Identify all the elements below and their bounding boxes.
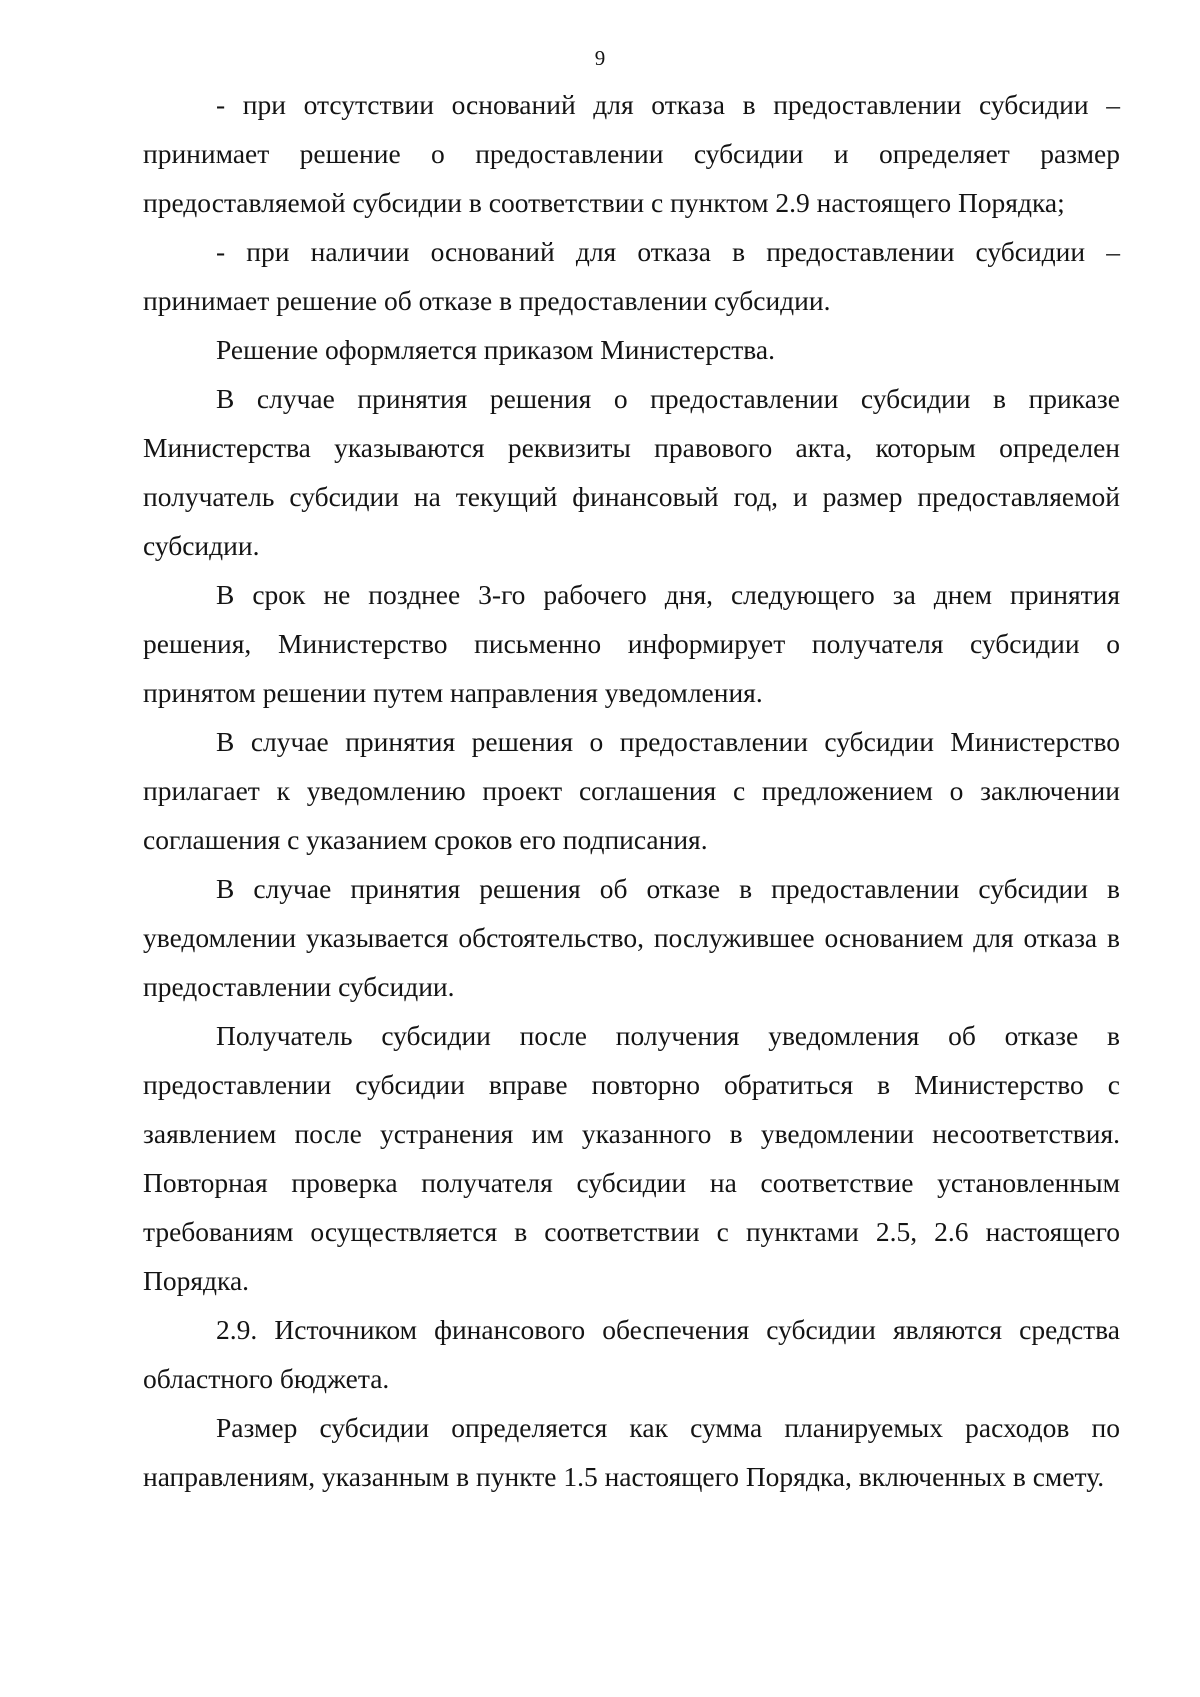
paragraph-3: Решение оформляется приказом Министерства. <box>216 334 775 365</box>
paragraph-1: - при отсутствии оснований для отказа в предоставлении субсидии – принимает решение о предоставлении субсидии и определяет размер предоставляемой субсидии в соответствии с пунктом 2.9 настоящего Порядка; <box>143 89 1120 218</box>
paragraph-5: В срок не позднее 3-го рабочего дня, следующего за днем принятия решения, Министерство письменно информирует получателя субсидии о принятом решении путем направления уведомления. <box>143 579 1120 708</box>
paragraph-7: В случае принятия решения об отказе в предоставлении субсидии в уведомлении указывается обстоятельство, послужившее основанием для отказа в предоставлении субсидии. <box>143 873 1120 1002</box>
document-body <box>143 80 1120 1501</box>
paragraph-4: В случае принятия решения о предоставлении субсидии в приказе Министерства указываются реквизиты правового акта, которым определен получатель субсидии на текущий финансовый год, и размер предоставляемой субсидии. <box>143 383 1120 561</box>
paragraph-10: Размер субсидии определяется как сумма планируемых расходов по направлениям, указанным в пункте 1.5 настоящего Порядка, включенных в смету. <box>143 1412 1120 1492</box>
paragraph-6: В случае принятия решения о предоставлении субсидии Министерство прилагает к уведомлению проект соглашения с предложением о заключении соглашения с указанием сроков его подписания. <box>143 726 1120 855</box>
page-number: 9 <box>594 46 606 70</box>
paragraph-2: - при наличии оснований для отказа в предоставлении субсидии – принимает решение об отказе в предоставлении субсидии. <box>143 236 1120 316</box>
paragraph-9: 2.9. Источником финансового обеспечения субсидии являются средства областного бюджета. <box>143 1314 1120 1394</box>
paragraph-8: Получатель субсидии после получения уведомления об отказе в предоставлении субсидии вправе повторно обратиться в Министерство с заявлением после устранения им указанного в уведомлении несоответствия. Повторная проверка получателя субсидии на соответствие установленным требованиям осуществляется в соответствии с пунктами 2.5, 2.6 настоящего Порядка. <box>143 1020 1120 1296</box>
